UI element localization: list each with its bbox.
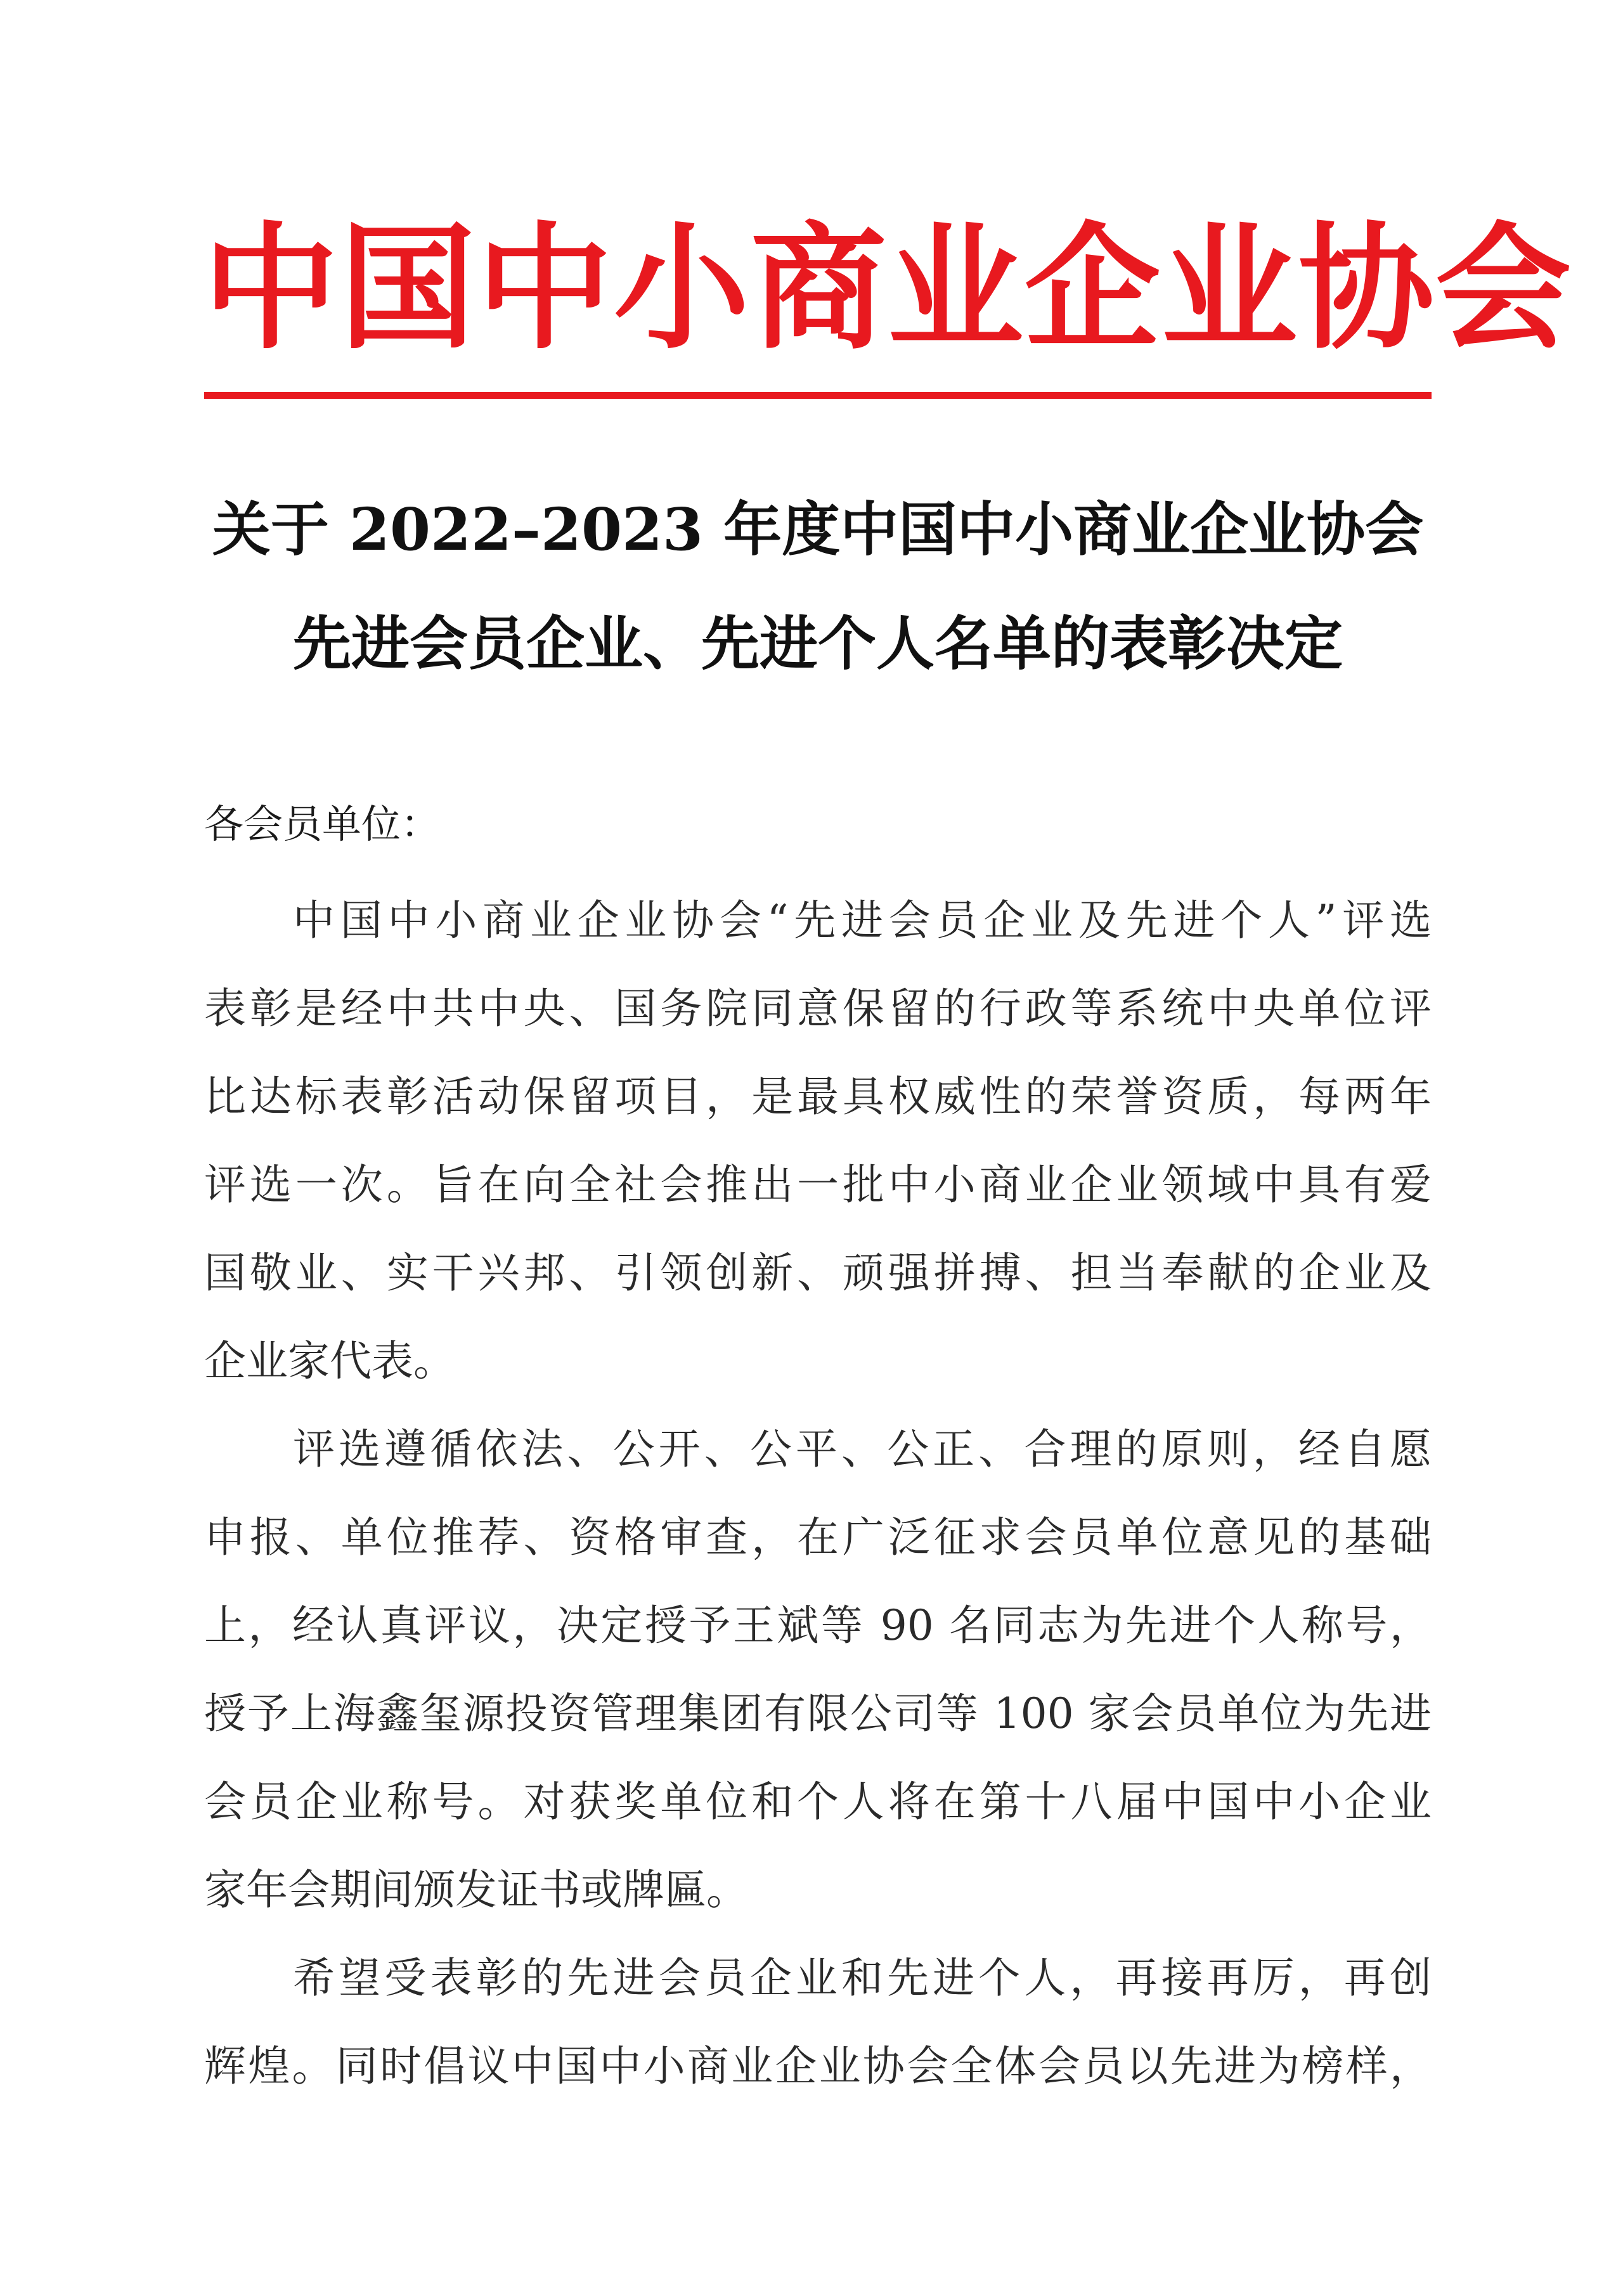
salutation: 各会员单位： — [204, 801, 441, 847]
document-title-line-1: 关于 2022–2023 年度中国中小商业企业协会 — [212, 495, 1424, 564]
body-line: 希望受表彰的先进会员企业和先进个人，再接再厉，再创 — [293, 1954, 1432, 2002]
body-line: 申报、单位推荐、资格审查，在广泛征求会员单位意见的基础 — [204, 1513, 1432, 1562]
organization-masthead: 中国中小商业企业协会 — [203, 209, 1572, 368]
body-line: 中国中小商业企业协会“先进会员企业及先进个人”评选 — [293, 896, 1432, 945]
body-line: 上，经认真评议，决定授予王斌等 90 名同志为先进个人称号， — [204, 1601, 1432, 1650]
body-line: 表彰是经中共中央、国务院同意保留的行政等系统中央单位评 — [204, 984, 1432, 1033]
body-line: 国敬业、实干兴邦、引领创新、顽强拼搏、担当奉献的企业及 — [204, 1249, 1432, 1297]
body-line: 授予上海鑫玺源投资管理集团有限公司等 100 家会员单位为先进 — [204, 1689, 1432, 1738]
red-divider-line — [204, 392, 1432, 399]
body-line: 辉煌。同时倡议中国中小商业企业协会全体会员以先进为榜样， — [204, 2042, 1432, 2091]
body-line: 家年会期间颁发证书或牌匾。 — [204, 1865, 748, 1914]
body-line: 评选一次。旨在向全社会推出一批中小商业企业领域中具有爱 — [204, 1160, 1432, 1209]
body-line: 企业家代表。 — [204, 1337, 455, 1385]
body-line: 评选遵循依法、公开、公平、公正、合理的原则，经自愿 — [293, 1425, 1432, 1474]
body-line: 比达标表彰活动保留项目，是最具权威性的荣誉资质，每两年 — [204, 1072, 1432, 1121]
body-line: 会员企业称号。对获奖单位和个人将在第十八届中国中小企业 — [204, 1777, 1432, 1826]
document-title-line-2: 先进会员企业、先进个人名单的表彰决定 — [292, 609, 1343, 678]
